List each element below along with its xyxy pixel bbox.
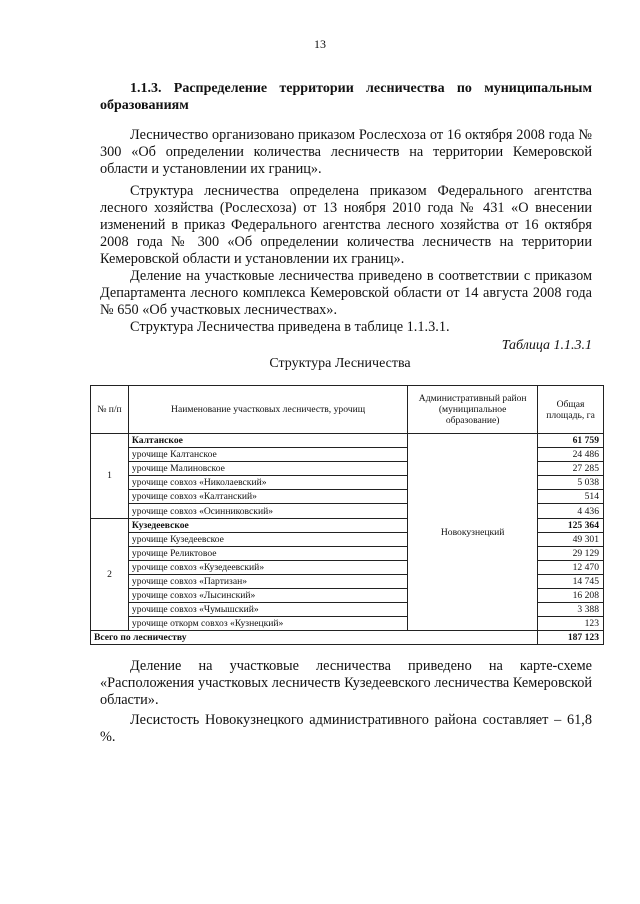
forestry-structure-table [90,385,604,645]
row-area: 3 388 [538,603,604,617]
paragraph-3: Деление на участковые лесничества приведено в соответствии с приказом Департамента лесного комплекса Кемеровской области от 14 августа 2008 года № 650 «Об участковых лесничествах». [100,268,592,318]
table-caption: Таблица 1.1.3.1 [501,338,592,353]
group-num: 1 [91,434,129,519]
row-area: 27 285 [538,462,604,476]
row-name: Калтанское [128,434,407,448]
paragraph-1: Лесничество организовано приказом Рослесхоза от 16 октября 2008 года № 300 «Об определении количества лесничеств на территории Кемеровской области и установлении их границ». [100,127,592,177]
row-area: 123 [538,617,604,631]
row-name: урочище совхоз «Осинниковский» [128,504,407,518]
row-name: урочище совхоз «Лысинский» [128,589,407,603]
total-area: 187 123 [538,631,604,645]
paragraph-forest-cover: Лесистость Новокузнецкого административного района составляет – 61,8 %. [100,712,592,745]
row-area: 514 [538,490,604,504]
row-name: урочище откорм совхоз «Кузнецкий» [128,617,407,631]
row-name: урочище Реликтовое [128,546,407,560]
row-name: урочище совхоз «Калтанский» [128,490,407,504]
row-area: 61 759 [538,434,604,448]
paragraph-2: Структура лесничества определена приказом Федерального агентства лесного хозяйства (Рослесхоза) от 13 ноября 2010 года № 431 «О внесении изменений в приказ Федерального агентства лесного хозяйства от 16 октября 2008 года № 300 «Об определении количества лесничеств на территории Кемеровской области и установлении их границ». [100,183,592,267]
header-num: № п/п [91,386,129,434]
row-area: 125 364 [538,518,604,532]
row-name: урочище совхоз «Партизан» [128,574,407,588]
paragraph-4: Структура Лесничества приведена в таблице 1.1.3.1. [130,319,450,335]
row-area: 5 038 [538,476,604,490]
row-area: 4 436 [538,504,604,518]
row-area: 29 129 [538,546,604,560]
table-title: Структура Лесничества [269,356,411,371]
row-name: урочище Кузедеевское [128,532,407,546]
row-area: 16 208 [538,589,604,603]
row-area: 49 301 [538,532,604,546]
header-area: Общая площадь, га [538,386,604,434]
total-row [91,631,604,645]
row-area: 14 745 [538,574,604,588]
row-name: урочище Калтанское [128,448,407,462]
paragraph-map: Деление на участковые лесничества приведено на карте-схеме «Расположения участковых лесничеств Кузедеевского лесничества Кемеровской области». [100,658,592,708]
district-cell: Новокузнецкий [408,434,538,631]
table-row [91,434,604,448]
row-area: 12 470 [538,560,604,574]
row-name: урочище совхоз «Чумышский» [128,603,407,617]
row-name: урочище совхоз «Николаевский» [128,476,407,490]
section-heading: 1.1.3. Распределение территории лесничества по муниципальным образованиям [100,81,592,113]
row-area: 24 486 [538,448,604,462]
page-number: 13 [314,37,326,51]
header-name: Наименование участковых лесничеств, урочищ [128,386,407,434]
row-name: Кузедеевское [128,518,407,532]
group-num: 2 [91,518,129,631]
header-district: Административный район (муниципальное образование) [408,386,538,434]
row-name: урочище совхоз «Кузедеевский» [128,560,407,574]
row-name: урочище Малиновское [128,462,407,476]
total-label: Всего по лесничеству [91,631,538,645]
